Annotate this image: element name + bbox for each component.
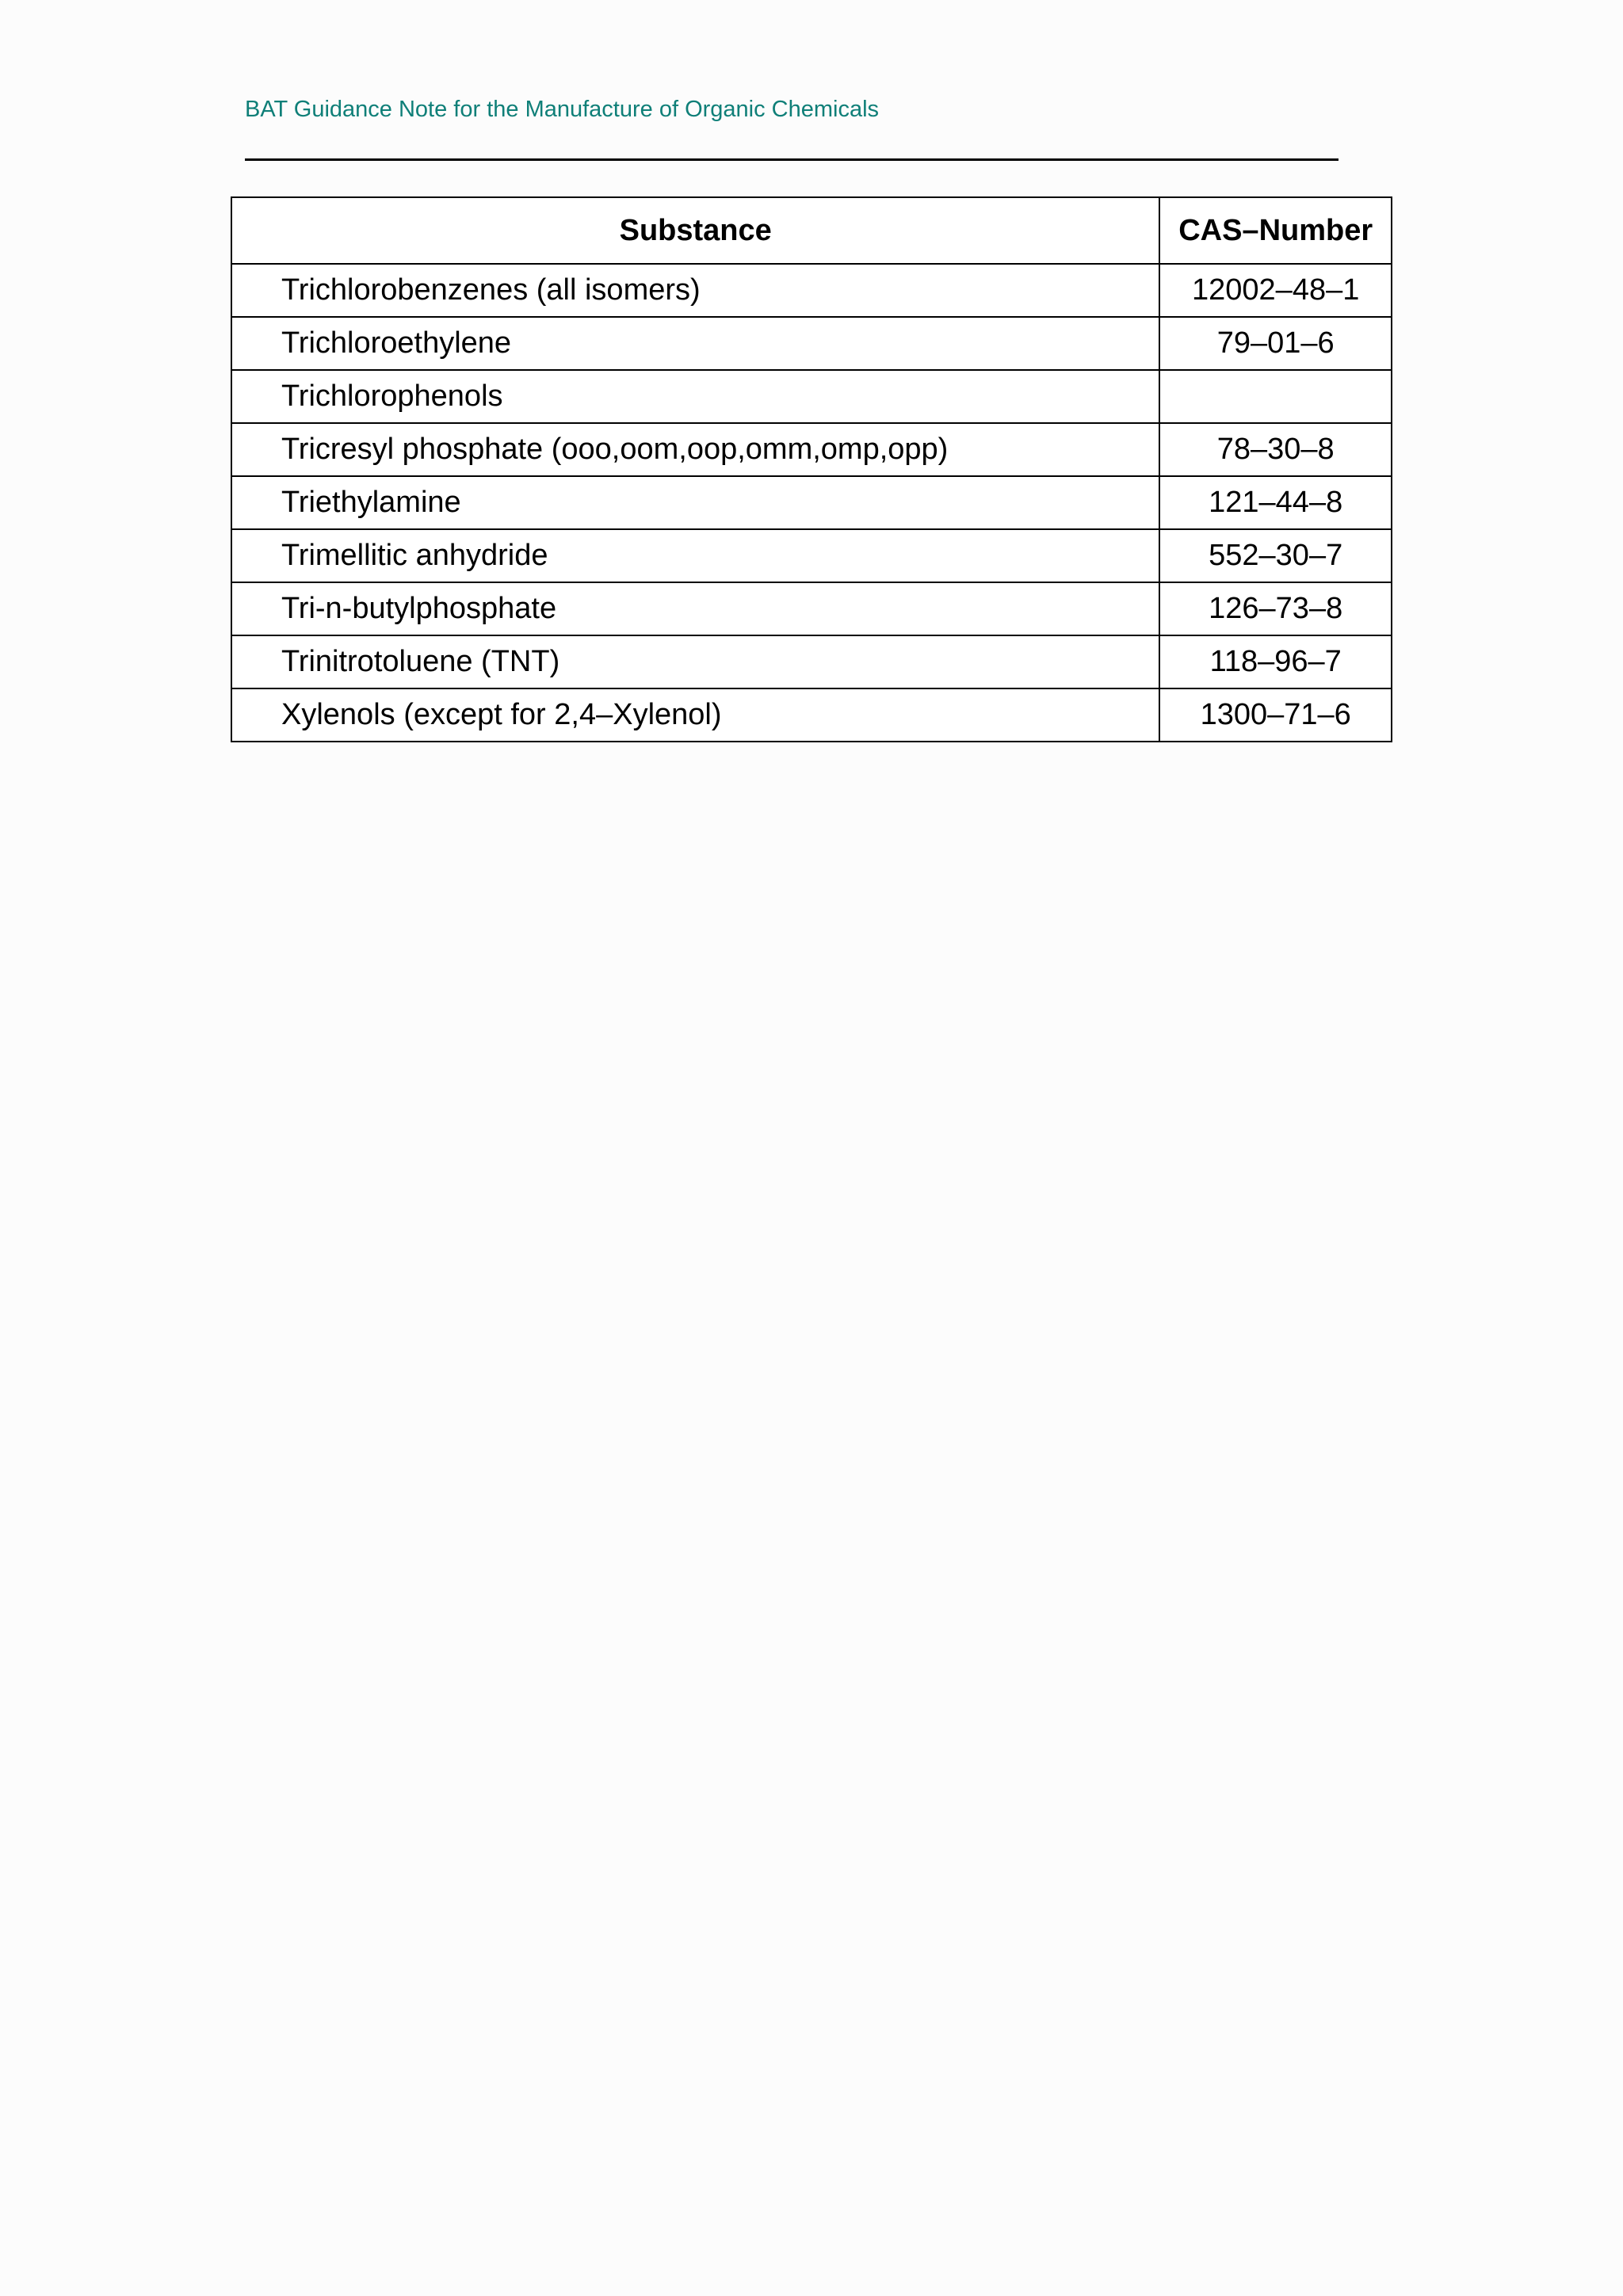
substance-cell: Trimellitic anhydride bbox=[231, 529, 1159, 582]
cas-number-cell: 79–01–6 bbox=[1159, 317, 1392, 370]
table-row bbox=[231, 476, 1392, 529]
table-row bbox=[231, 264, 1392, 317]
substance-cell: Tricresyl phosphate (ooo,oom,oop,omm,omp,opp) bbox=[231, 423, 1159, 476]
substance-cell: Trichloroethylene bbox=[231, 317, 1159, 370]
column-header-cas-number: CAS–Number bbox=[1159, 197, 1392, 264]
cas-number-cell: 552–30–7 bbox=[1159, 529, 1392, 582]
table-header-row bbox=[231, 197, 1392, 264]
table-row bbox=[231, 582, 1392, 635]
table-row bbox=[231, 635, 1392, 688]
substance-cas-table bbox=[231, 196, 1392, 742]
cas-number-cell: 126–73–8 bbox=[1159, 582, 1392, 635]
header-divider bbox=[245, 158, 1338, 161]
cas-number-cell bbox=[1159, 370, 1392, 423]
cas-number-cell: 1300–71–6 bbox=[1159, 688, 1392, 742]
cas-number-cell: 121–44–8 bbox=[1159, 476, 1392, 529]
table-row bbox=[231, 688, 1392, 742]
cas-number-cell: 78–30–8 bbox=[1159, 423, 1392, 476]
substance-cell: Trichlorophenols bbox=[231, 370, 1159, 423]
table-row bbox=[231, 317, 1392, 370]
substance-cell: Trinitrotoluene (TNT) bbox=[231, 635, 1159, 688]
cas-number-cell: 12002–48–1 bbox=[1159, 264, 1392, 317]
table-row bbox=[231, 370, 1392, 423]
substance-cell: Xylenols (except for 2,4–Xylenol) bbox=[231, 688, 1159, 742]
cas-number-cell: 118–96–7 bbox=[1159, 635, 1392, 688]
table-row bbox=[231, 529, 1392, 582]
page-header-title: BAT Guidance Note for the Manufacture of Organic Chemicals bbox=[245, 97, 880, 122]
table-row bbox=[231, 423, 1392, 476]
substance-cell: Triethylamine bbox=[231, 476, 1159, 529]
column-header-substance: Substance bbox=[231, 197, 1159, 264]
substance-cell: Trichlorobenzenes (all isomers) bbox=[231, 264, 1159, 317]
substance-cell: Tri-n-butylphosphate bbox=[231, 582, 1159, 635]
